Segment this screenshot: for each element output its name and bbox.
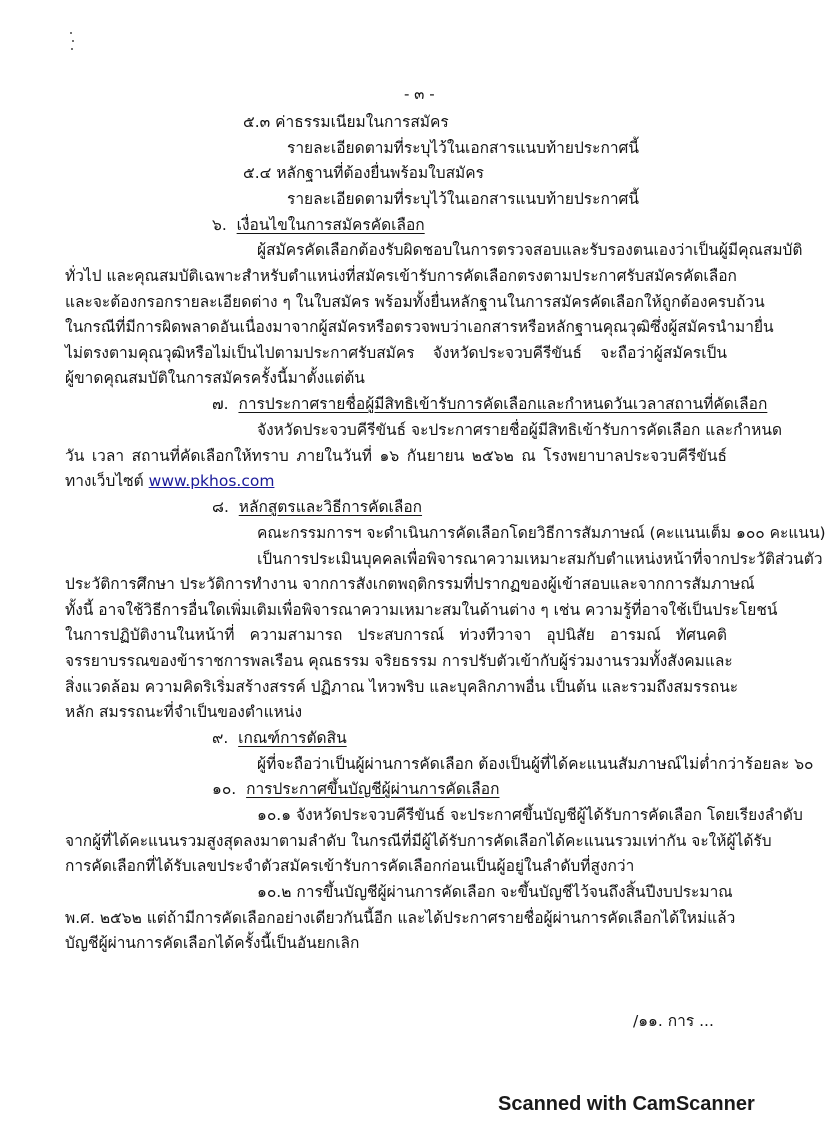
section-10-2-line: บัญชีผู้ผ่านการคัดเลือกได้ครั้งนี้เป็นอันยกเลิก [65,934,360,952]
section-8-line: คณะกรรมการฯ จะดำเนินการคัดเลือกโดยวิธีการสัมภาษณ์ (คะแนนเต็ม ๑๐๐ คะแนน) [257,524,826,542]
section-10-number: ๑๐. [212,780,237,798]
section-7-number: ๗. [212,395,229,413]
camscanner-watermark: Scanned with CamScanner [498,1093,755,1115]
section-8-title: หลักสูตรและวิธีการคัดเลือก [238,498,423,516]
section-9-number: ๙. [212,729,229,747]
section-10-2-line: พ.ศ. ๒๕๖๒ แต่ถ้ามีการคัดเลือกอย่างเดียวกันนี้อีก และได้ประกาศรายชื่อผู้ผ่านการคัดเลือกได้ใหม่แล้ว [65,909,736,927]
section-6-number: ๖. [212,216,227,234]
section-8-line: เป็นการประเมินบุคคลเพื่อพิจารณาความเหมาะสมกับตำแหน่งหน้าที่จากประวัติส่วนตัว [257,550,823,568]
section-10-2-line: ๑๐.๒ การขึ้นบัญชีผู้ผ่านการคัดเลือก จะขึ้นบัญชีไว้จนถึงสิ้นปีงบประมาณ [257,883,733,901]
section-5-3-heading: ๕.๓ ค่าธรรมเนียมในการสมัคร [243,113,449,131]
page-number: - ๓ - [404,85,435,103]
section-8-heading [212,497,422,517]
section-6-line: ในกรณีที่มีการผิดพลาดอันเนื่องมาจากผู้สมัครหรือตรวจพบว่าเอกสารหรือหลักฐานคุณวุฒิซึ่งผู้สมัครนำมายื่น [65,318,774,336]
section-10-title: การประกาศขึ้นบัญชีผู้ผ่านการคัดเลือก [246,780,500,798]
section-8-line: ในการปฏิบัติงานในหน้าที่ ความสามารถ ประสบการณ์ ท่วงทีวาจา อุปนิสัย อารมณ์ ทัศนคติ [65,626,727,644]
section-6-line: ไม่ตรงตามคุณวุฒิหรือไม่เป็นไปตามประกาศรับสมัคร จังหวัดประจวบคีรีขันธ์ จะถือว่าผู้สมัครเป็น [65,344,727,362]
section-6-line: ผู้ขาดคุณสมบัติในการสมัครครั้งนี้มาตั้งแต่ต้น [65,369,365,387]
section-7-line: วัน เวลา สถานที่คัดเลือกให้ทราบ ภายในวันที่ ๑๖ กันยายน ๒๕๖๒ ณ โรงพยาบาลประจวบคีรีขันธ์ [65,447,727,465]
section-10-1-line: ๑๐.๑ จังหวัดประจวบคีรีขันธ์ จะประกาศขึ้นบัญชีผู้ได้รับการคัดเลือก โดยเรียงลำดับ [257,806,803,824]
section-8-line: หลัก สมรรถนะที่จำเป็นของตำแหน่ง [65,703,303,721]
section-7-line: จังหวัดประจวบคีรีขันธ์ จะประกาศรายชื่อผู้มีสิทธิเข้ารับการคัดเลือก และกำหนด [257,421,783,439]
website-link[interactable]: www.pkhos.com [148,472,275,490]
section-7-web-line [65,471,274,491]
section-10-1-line: จากผู้ที่ได้คะแนนรวมสูงสุดลงมาตามลำดับ ในกรณีที่มีผู้ได้รับการคัดเลือกได้คะแนนรวมเท่ากัน จะให้ผู้ได้รับ [65,832,772,850]
section-6-line: ทั่วไป และคุณสมบัติเฉพาะสำหรับตำแหน่งที่สมัครเข้ารับการคัดเลือกตรงตามประกาศรับสมัครคัดเลือก [65,267,737,285]
section-10-heading [212,779,499,799]
section-7-title: การประกาศรายชื่อผู้มีสิทธิเข้ารับการคัดเลือกและกำหนดวันเวลาสถานที่คัดเลือก [238,395,768,413]
section-8-line: สิ่งแวดล้อม ความคิดริเริ่มสร้างสรรค์ ปฏิภาณ ไหวพริบ และบุคลิกภาพอื่น เป็นต้น และรวมถึงสมรรถนะ [65,678,739,696]
web-prefix: ทางเว็บไซต์ [65,472,144,490]
section-9-heading [212,728,347,748]
section-8-line: จรรยาบรรณของข้าราชการพลเรือน คุณธรรม จริยธรรม การปรับตัวเข้ากับผู้ร่วมงานรวมทั้งสังคมและ [65,652,733,670]
section-9-text: ผู้ที่จะถือว่าเป็นผู้ผ่านการคัดเลือก ต้องเป็นผู้ที่ได้คะแนนสัมภาษณ์ไม่ต่ำกว่าร้อยละ ๖๐ [257,755,814,773]
section-6-line: ผู้สมัครคัดเลือกต้องรับผิดชอบในการตรวจสอบและรับรองตนเองว่าเป็นผู้มีคุณสมบัติ [257,241,803,259]
section-6-line: และจะต้องกรอกรายละเอียดต่าง ๆ ในใบสมัคร พร้อมทั้งยื่นหลักฐานในการสมัครคัดเลือกให้ถูกต้องครบถ้วน [65,293,765,311]
section-8-line: ประวัติการศึกษา ประวัติการทำงาน จากการสังเกตพฤติกรรมที่ปรากฏของผู้เข้าสอบและจากการสัมภาษณ์ [65,575,755,593]
continuation-marker: /๑๑. การ ... [633,1012,714,1030]
scan-specks [68,30,78,54]
section-5-3-text: รายละเอียดตามที่ระบุไว้ในเอกสารแนบท้ายประกาศนี้ [287,139,639,157]
section-5-4-text: รายละเอียดตามที่ระบุไว้ในเอกสารแนบท้ายประกาศนี้ [287,190,639,208]
section-6-title: เงื่อนไขในการสมัครคัดเลือก [236,216,425,234]
section-7-heading [212,394,767,414]
section-9-title: เกณฑ์การตัดสิน [238,729,347,747]
section-10-1-line: การคัดเลือกที่ได้รับเลขประจำตัวสมัครเข้ารับการคัดเลือกก่อนเป็นผู้อยู่ในลำดับที่สูงกว่า [65,857,635,875]
section-8-line: ทั้งนี้ อาจใช้วิธีการอื่นใดเพิ่มเติมเพื่อพิจารณาความเหมาะสมในด้านต่าง ๆ เช่น ความรู้ที่อาจใช้เป็นประโยชน์ [65,601,778,619]
section-6-heading [212,215,425,235]
section-8-number: ๘. [212,498,229,516]
section-5-4-heading: ๕.๔ หลักฐานที่ต้องยื่นพร้อมใบสมัคร [243,164,484,182]
